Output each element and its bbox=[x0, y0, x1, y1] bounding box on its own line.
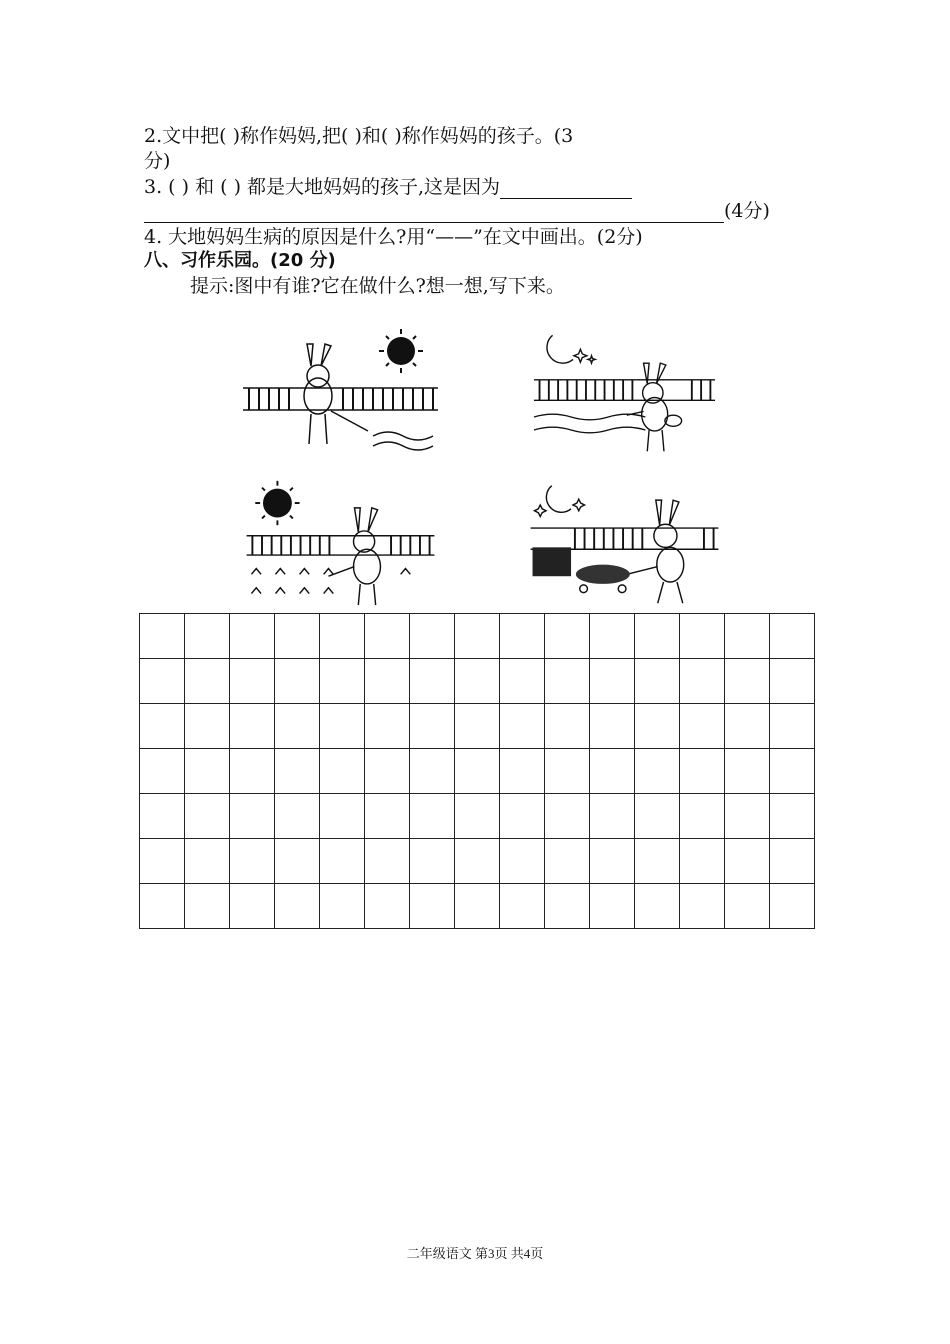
grid-cell[interactable] bbox=[500, 839, 545, 884]
grid-cell[interactable] bbox=[185, 839, 230, 884]
grid-cell[interactable] bbox=[365, 614, 410, 659]
grid-cell[interactable] bbox=[590, 884, 635, 929]
grid-cell[interactable] bbox=[230, 839, 275, 884]
grid-cell[interactable] bbox=[590, 794, 635, 839]
grid-cell[interactable] bbox=[500, 659, 545, 704]
picture-rabbit-hoeing-sun bbox=[243, 326, 438, 456]
grid-cell[interactable] bbox=[680, 794, 725, 839]
grid-cell[interactable] bbox=[140, 839, 185, 884]
grid-cell[interactable] bbox=[590, 659, 635, 704]
grid-cell[interactable] bbox=[770, 794, 815, 839]
grid-cell[interactable] bbox=[140, 614, 185, 659]
grid-cell[interactable] bbox=[185, 749, 230, 794]
grid-cell[interactable] bbox=[545, 794, 590, 839]
grid-cell[interactable] bbox=[365, 704, 410, 749]
grid-cell[interactable] bbox=[275, 749, 320, 794]
grid-cell[interactable] bbox=[275, 794, 320, 839]
grid-cell[interactable] bbox=[590, 614, 635, 659]
grid-cell[interactable] bbox=[635, 659, 680, 704]
grid-cell[interactable] bbox=[320, 749, 365, 794]
grid-cell[interactable] bbox=[500, 749, 545, 794]
grid-cell[interactable] bbox=[230, 794, 275, 839]
grid-cell[interactable] bbox=[545, 749, 590, 794]
grid-cell[interactable] bbox=[410, 614, 455, 659]
grid-cell[interactable] bbox=[140, 794, 185, 839]
question-3-continued bbox=[144, 199, 770, 223]
grid-cell[interactable] bbox=[455, 839, 500, 884]
grid-cell[interactable] bbox=[230, 614, 275, 659]
grid-row bbox=[140, 884, 815, 929]
grid-cell[interactable] bbox=[230, 659, 275, 704]
grid-cell[interactable] bbox=[545, 884, 590, 929]
grid-cell[interactable] bbox=[680, 749, 725, 794]
grid-cell[interactable] bbox=[590, 749, 635, 794]
grid-cell[interactable] bbox=[455, 659, 500, 704]
writing-grid[interactable] bbox=[139, 613, 815, 929]
grid-cell[interactable] bbox=[230, 704, 275, 749]
question-2-line-2: 分) bbox=[144, 150, 171, 172]
grid-cell[interactable] bbox=[770, 749, 815, 794]
grid-cell[interactable] bbox=[230, 884, 275, 929]
grid-cell[interactable] bbox=[275, 884, 320, 929]
grid-cell[interactable] bbox=[365, 659, 410, 704]
grid-cell[interactable] bbox=[185, 884, 230, 929]
grid-cell[interactable] bbox=[725, 749, 770, 794]
grid-cell[interactable] bbox=[500, 794, 545, 839]
grid-cell[interactable] bbox=[545, 839, 590, 884]
grid-cell[interactable] bbox=[275, 659, 320, 704]
grid-row bbox=[140, 749, 815, 794]
grid-cell[interactable] bbox=[410, 794, 455, 839]
grid-cell[interactable] bbox=[320, 794, 365, 839]
grid-cell[interactable] bbox=[275, 704, 320, 749]
grid-cell[interactable] bbox=[185, 794, 230, 839]
grid-cell[interactable] bbox=[320, 839, 365, 884]
grid-cell[interactable] bbox=[455, 704, 500, 749]
grid-cell[interactable] bbox=[455, 749, 500, 794]
grid-cell[interactable] bbox=[320, 704, 365, 749]
section-8-hint: 提示:图中有谁?它在做什么?想一想,写下来。 bbox=[190, 275, 565, 297]
grid-cell[interactable] bbox=[455, 794, 500, 839]
grid-cell[interactable] bbox=[410, 749, 455, 794]
grid-cell[interactable] bbox=[410, 659, 455, 704]
grid-cell[interactable] bbox=[545, 614, 590, 659]
grid-cell[interactable] bbox=[140, 659, 185, 704]
grid-cell[interactable] bbox=[635, 614, 680, 659]
grid-row bbox=[140, 614, 815, 659]
section-8-heading: 八、习作乐园。(20 分) bbox=[144, 250, 336, 271]
grid-cell[interactable] bbox=[185, 614, 230, 659]
grid-cell[interactable] bbox=[725, 794, 770, 839]
question-4: 4. 大地妈妈生病的原因是什么?用“——”在文中画出。(2分) bbox=[144, 226, 643, 248]
grid-cell[interactable] bbox=[680, 704, 725, 749]
grid-cell[interactable] bbox=[320, 614, 365, 659]
grid-cell[interactable] bbox=[545, 659, 590, 704]
grid-cell[interactable] bbox=[680, 884, 725, 929]
grid-cell[interactable] bbox=[635, 704, 680, 749]
grid-cell[interactable] bbox=[410, 704, 455, 749]
grid-cell[interactable] bbox=[185, 704, 230, 749]
grid-cell[interactable] bbox=[230, 749, 275, 794]
grid-row bbox=[140, 839, 815, 884]
grid-cell[interactable] bbox=[185, 659, 230, 704]
question-3-score: (4分) bbox=[724, 200, 770, 222]
question-2-line-1: 2.文中把( )称作妈妈,把( )和( )称作妈妈的孩子。(3 bbox=[144, 125, 574, 147]
page-footer: 二年级语文 第3页 共4页 bbox=[406, 1246, 544, 1261]
grid-cell[interactable] bbox=[365, 839, 410, 884]
grid-cell[interactable] bbox=[770, 839, 815, 884]
answer-blank[interactable] bbox=[500, 178, 632, 199]
grid-cell[interactable] bbox=[725, 659, 770, 704]
grid-row bbox=[140, 659, 815, 704]
grid-cell[interactable] bbox=[275, 614, 320, 659]
grid-cell[interactable] bbox=[455, 884, 500, 929]
grid-cell[interactable] bbox=[320, 884, 365, 929]
grid-cell[interactable] bbox=[725, 614, 770, 659]
question-3-text: 3. ( ) 和 ( ) 都是大地妈妈的孩子,这是因为 bbox=[144, 176, 501, 198]
grid-cell[interactable] bbox=[635, 749, 680, 794]
grid-cell[interactable] bbox=[770, 884, 815, 929]
grid-cell[interactable] bbox=[725, 839, 770, 884]
picture-rabbit-cart-moon bbox=[527, 478, 722, 608]
grid-cell[interactable] bbox=[770, 614, 815, 659]
picture-rabbit-sowing-moon bbox=[527, 326, 722, 456]
grid-cell[interactable] bbox=[140, 704, 185, 749]
grid-cell[interactable] bbox=[500, 704, 545, 749]
picture-rabbit-watering-sun bbox=[243, 478, 438, 608]
grid-cell[interactable] bbox=[635, 839, 680, 884]
grid-cell[interactable] bbox=[140, 884, 185, 929]
grid-cell[interactable] bbox=[635, 884, 680, 929]
grid-cell[interactable] bbox=[770, 704, 815, 749]
grid-cell[interactable] bbox=[545, 704, 590, 749]
grid-cell[interactable] bbox=[590, 704, 635, 749]
question-3 bbox=[144, 175, 632, 199]
grid-cell[interactable] bbox=[275, 839, 320, 884]
grid-row bbox=[140, 704, 815, 749]
grid-cell[interactable] bbox=[365, 794, 410, 839]
grid-cell[interactable] bbox=[365, 749, 410, 794]
grid-cell[interactable] bbox=[590, 839, 635, 884]
grid-row bbox=[140, 794, 815, 839]
grid-cell[interactable] bbox=[500, 614, 545, 659]
grid-cell[interactable] bbox=[680, 614, 725, 659]
grid-cell[interactable] bbox=[680, 659, 725, 704]
grid-cell[interactable] bbox=[320, 659, 365, 704]
grid-cell[interactable] bbox=[140, 749, 185, 794]
grid-cell[interactable] bbox=[410, 884, 455, 929]
grid-cell[interactable] bbox=[455, 614, 500, 659]
grid-cell[interactable] bbox=[680, 839, 725, 884]
grid-cell[interactable] bbox=[725, 704, 770, 749]
grid-cell[interactable] bbox=[635, 794, 680, 839]
grid-cell[interactable] bbox=[410, 839, 455, 884]
grid-cell[interactable] bbox=[725, 884, 770, 929]
grid-cell[interactable] bbox=[500, 884, 545, 929]
answer-blank-continued[interactable] bbox=[144, 202, 724, 223]
grid-cell[interactable] bbox=[365, 884, 410, 929]
grid-cell[interactable] bbox=[770, 659, 815, 704]
